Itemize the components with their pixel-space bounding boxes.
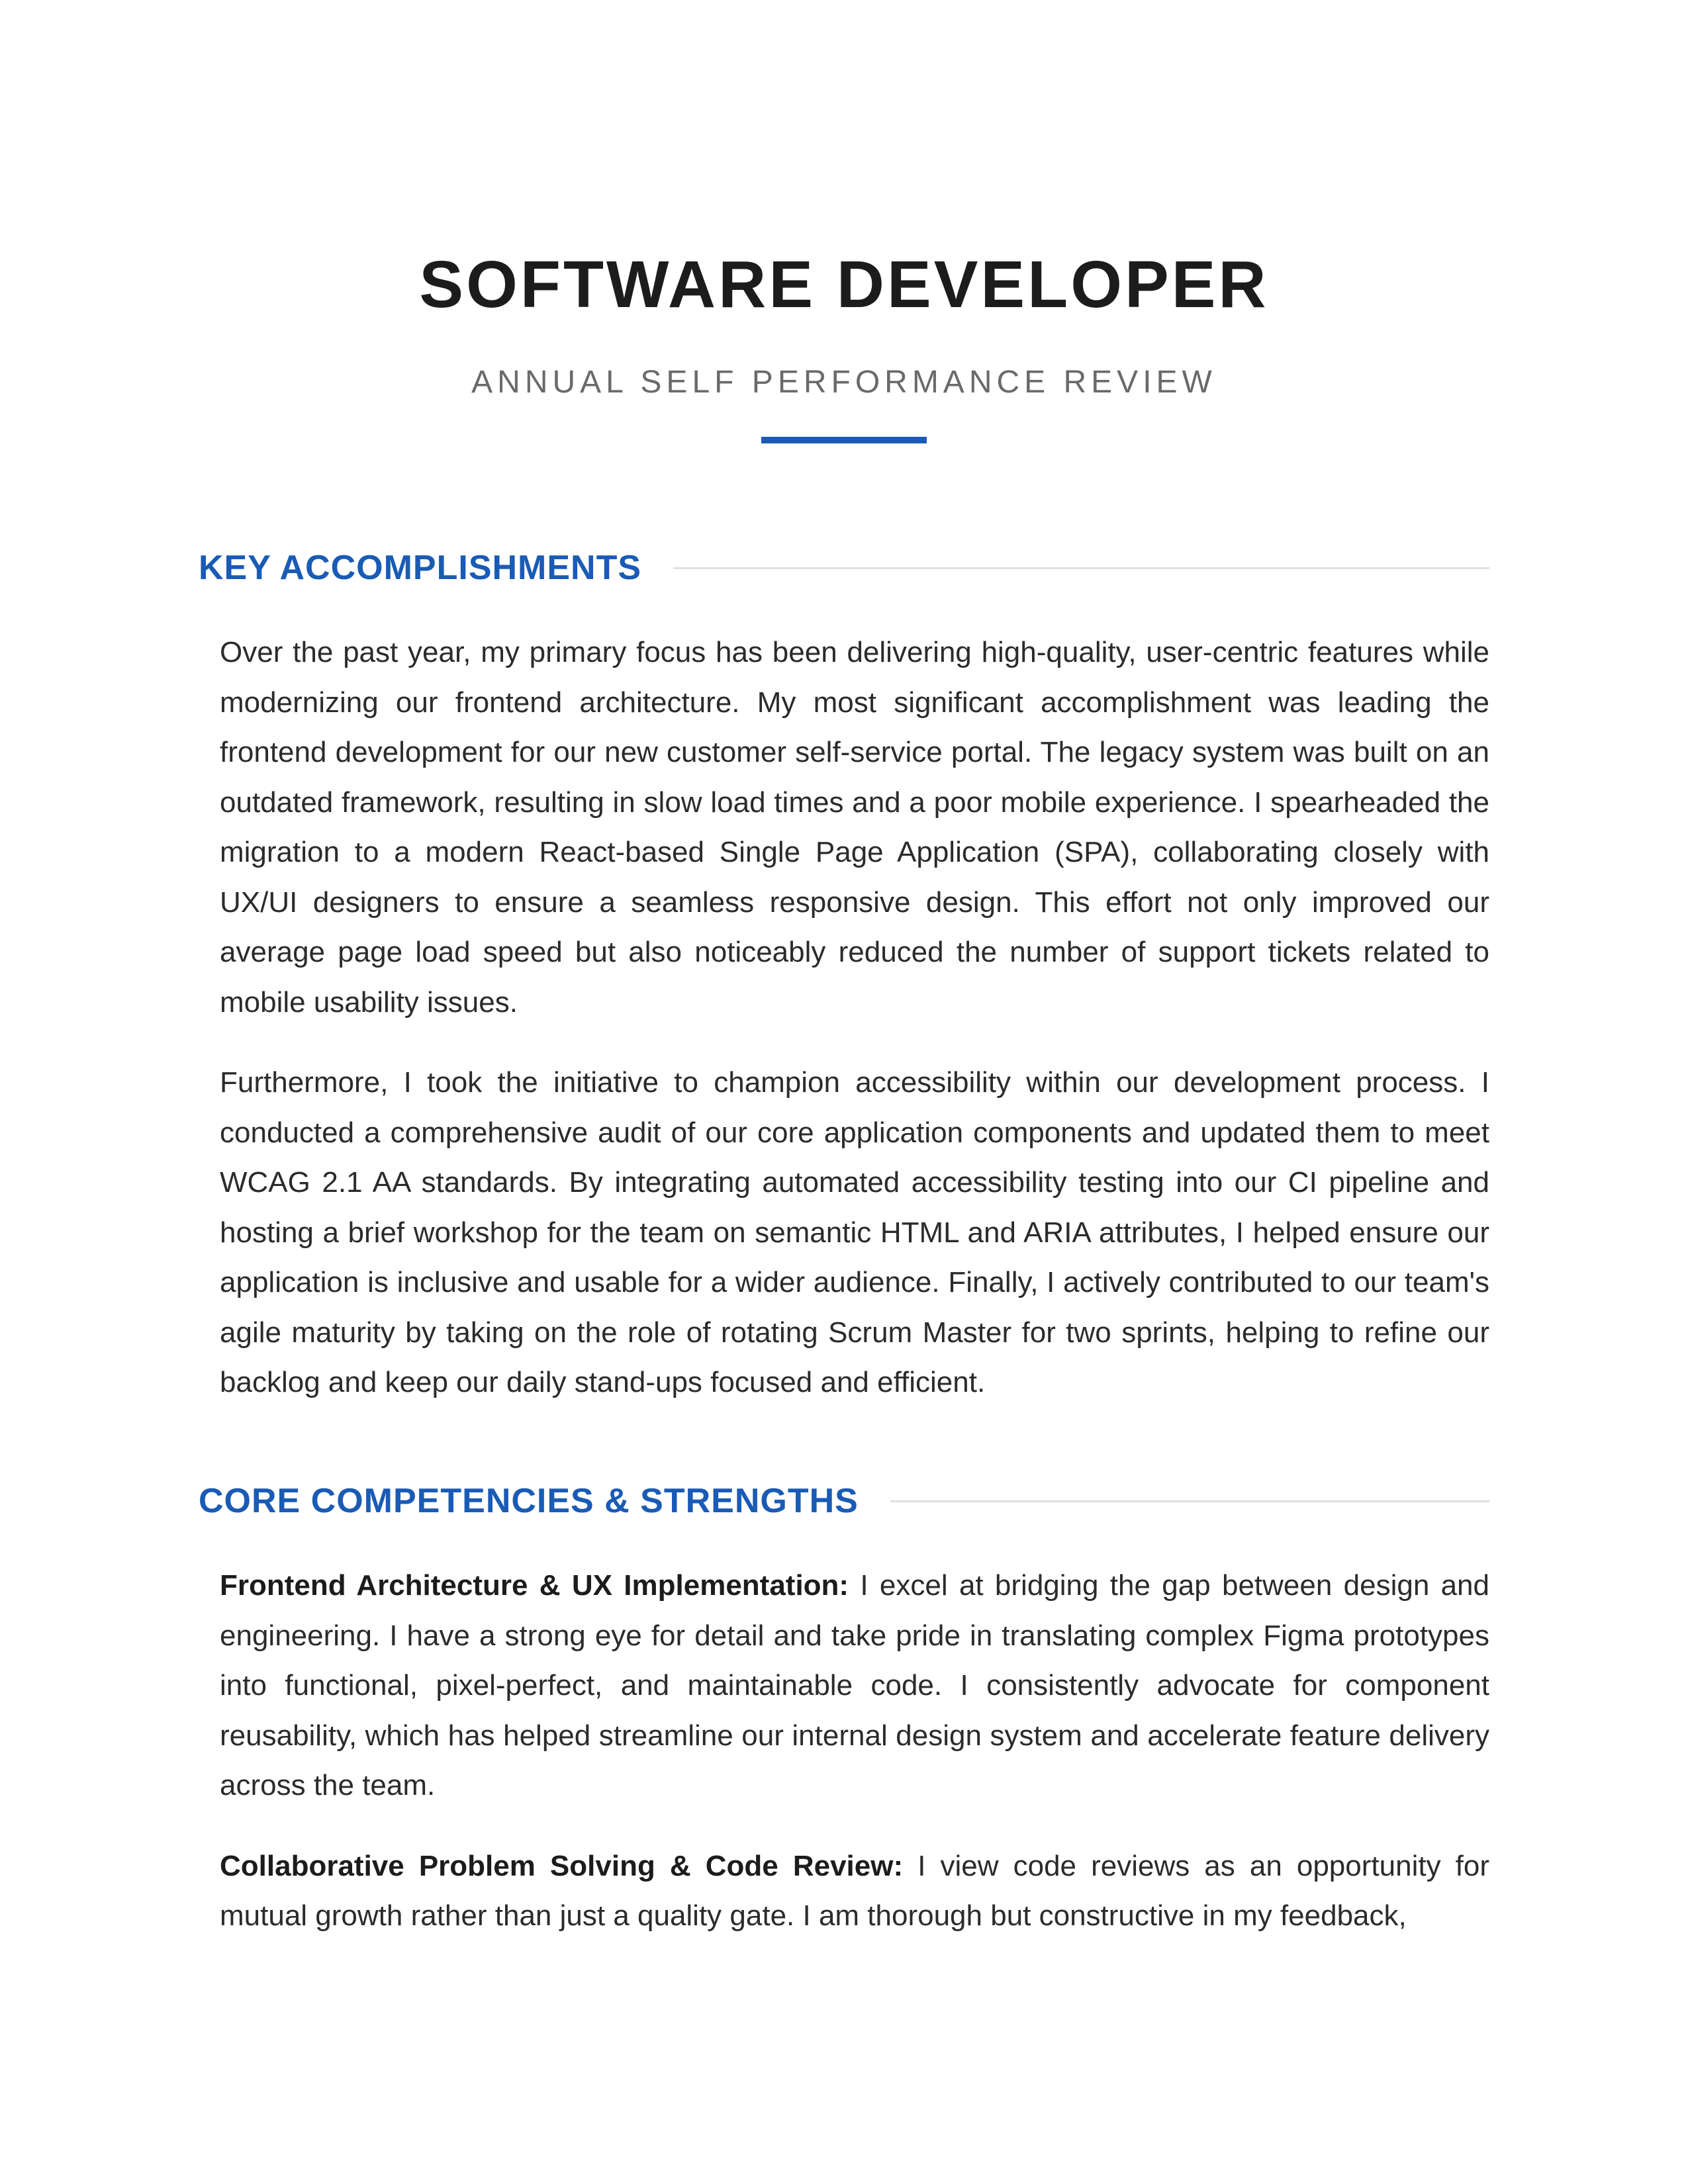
section-divider xyxy=(673,567,1489,569)
competency-text: I excel at bridging the gap between design and engineering. I have a strong eye for detail and take pride in translating complex Figma prototypes into functional, pixel-perfect, and maintainable code. I consistently advocate for component reusability, which has helped streamline our internal design system and accelerate feature delivery across the team. xyxy=(220,1569,1490,1801)
page-title: SOFTWARE DEVELOPER xyxy=(419,248,1269,322)
title-divider xyxy=(761,437,927,443)
section-body xyxy=(220,1561,1489,1941)
section-body xyxy=(220,627,1489,1408)
section-title: CORE COMPETENCIES & STRENGTHS xyxy=(199,1482,859,1520)
competency-label: Frontend Architecture & UX Implementation: xyxy=(220,1569,849,1602)
competency-label: Collaborative Problem Solving & Code Review: xyxy=(220,1849,904,1882)
competency-item xyxy=(220,1841,1489,1941)
section-key-accomplishments xyxy=(199,547,1489,1438)
section-divider xyxy=(890,1500,1489,1502)
competency-item xyxy=(220,1561,1489,1811)
page-subtitle: ANNUAL SELF PERFORMANCE REVIEW xyxy=(471,365,1217,400)
section-core-competencies xyxy=(199,1480,1489,1972)
document-header xyxy=(199,248,1489,443)
paragraph: Over the past year, my primary focus has been delivering high-quality, user-centric features while modernizing our frontend architecture. My most significant accomplishment was leading the frontend development for our new customer self-service portal. The legacy system was built on an outdated framework, resulting in slow load times and a poor mobile experience. I spearheaded the migration to a modern React-based Single Page Application (SPA), collaborating closely with UX/UI designers to ensure a seamless responsive design. This effort not only improved our average page load speed but also noticeably reduced the number of support tickets related to mobile usability issues. xyxy=(220,636,1489,1019)
section-title: KEY ACCOMPLISHMENTS xyxy=(199,549,642,587)
paragraph: Furthermore, I took the initiative to champion accessibility within our development process. I conducted a comprehensive audit of our core application components and updated them to meet WCAG 2.1 AA standards. By integrating automated accessibility testing into our CI pipeline and hosting a brief workshop for the team on semantic HTML and ARIA attributes, I helped ensure our application is inclusive and usable for a wider audience. Finally, I actively contributed to our team's agile maturity by taking on the role of rotating Scrum Master for two sprints, helping to refine our backlog and keep our daily stand-ups focused and efficient. xyxy=(220,1066,1489,1398)
section-header xyxy=(199,547,1489,589)
competency-text: I view code reviews as an opportunity for mutual growth rather than just a quality gate. I am thorough but constructive in my feedback, xyxy=(220,1849,1489,1932)
section-header xyxy=(199,1480,1489,1522)
